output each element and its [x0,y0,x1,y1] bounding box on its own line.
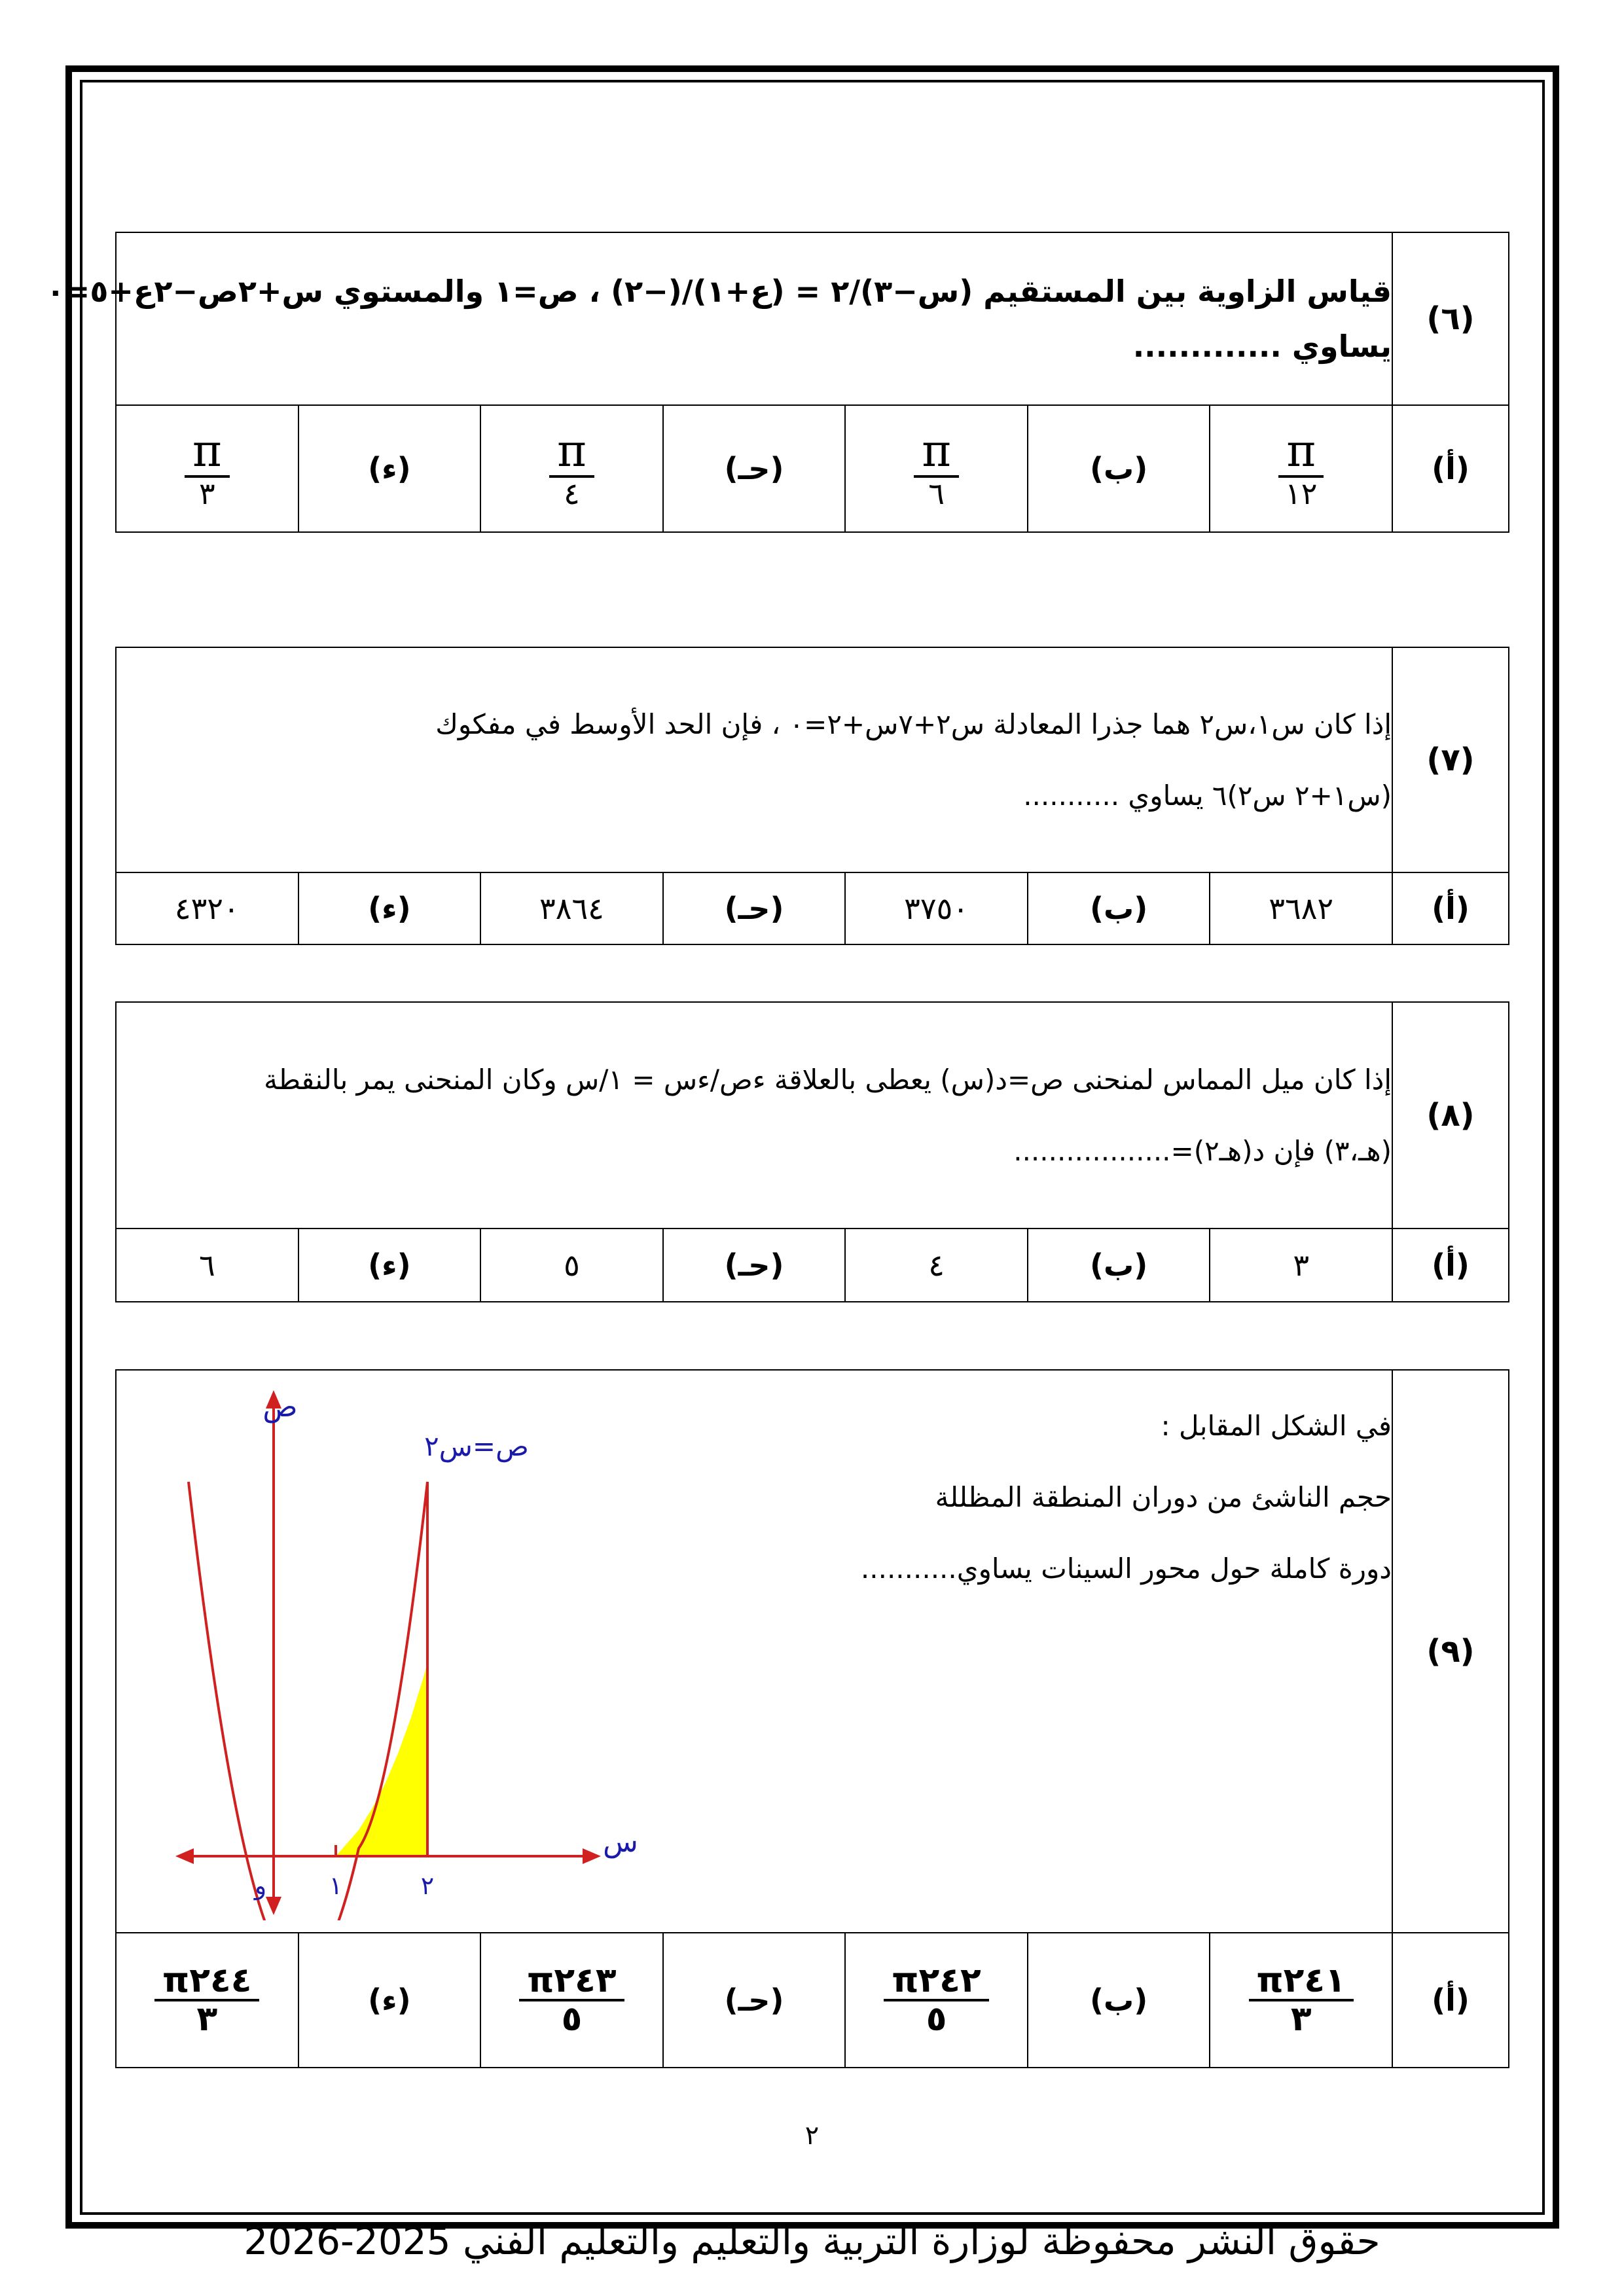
question-8 [115,1001,1509,1302]
option-a-value[interactable]: $\frac{\pi ٢٤١}{٣}$ [1210,1933,1392,2068]
option-a-label[interactable]: (أ) [1392,1229,1509,1302]
question-stem [116,1002,1392,1229]
option-b-value[interactable]: $\frac{\pi ٢٤٢}{٥}$ [845,1933,1028,2068]
question-stem [46,232,1392,405]
option-b-label[interactable]: (ب) [1028,405,1210,532]
question-number: (٨) [1392,1002,1509,1229]
x-axis-arrow-left [175,1848,194,1864]
option-b-label[interactable]: (ب) [1028,872,1210,944]
option-c-label[interactable]: (حـ) [663,1933,846,2068]
option-c-value[interactable]: $\frac{\pi ٢٤٣}{٥}$ [480,1933,663,2068]
page-number: ٢ [804,2121,820,2151]
question-line-2: حجم الناشئ من دوران المنطقة المظللة [935,1481,1392,1513]
question-number: (٧) [1392,647,1509,872]
question-line-3: دورة كاملة حول محور السينات يساوي........... [860,1552,1392,1585]
option-d-value[interactable]: $\frac{\pi}{٣}$ [116,405,298,532]
question-7 [115,647,1509,945]
y-axis-arrow-down [266,1897,281,1915]
question-number: (٩) [1392,1370,1509,1933]
option-c-label[interactable]: (حـ) [663,1229,846,1302]
option-d-label[interactable]: (ء) [298,405,481,532]
parabola-graph [175,1384,673,1920]
option-d-label[interactable]: (ء) [298,1933,481,2068]
option-b-value[interactable]: ٣٧٥٠ [845,872,1028,944]
question-stem [116,1370,1392,1933]
question-line-1: إذا كان س١،س٢ هما جذرا المعادلة س٢+٧س+٢=٠ ، فإن الحد الأوسط في مفكوك [435,708,1392,740]
option-d-label[interactable]: (ء) [298,872,481,944]
question-number: (٦) [1392,232,1509,405]
question-line-1: إذا كان ميل المماس لمنحنى ص=د(س) يعطى بالعلاقة ءص/ءس = ١/س وكان المنحنى يمر بالنقطة [264,1064,1392,1096]
question-line-1: في الشكل المقابل : [1161,1410,1392,1442]
option-c-label[interactable]: (حـ) [663,872,846,944]
tick-label-1: ١ [329,1871,343,1900]
option-b-value[interactable]: ٤ [845,1229,1028,1302]
question-line-2: يساوي ............. [1132,329,1392,364]
question-line-2: (س١+٢ س٢)٦ يساوي ........... [1023,780,1392,812]
option-b-label[interactable]: (ب) [1028,1933,1210,2068]
curve-label: ص=س٢ [424,1430,529,1462]
option-c-value[interactable]: $\frac{\pi}{٤}$ [480,405,663,532]
shaded-region [336,1663,427,1856]
question-6 [46,232,1509,533]
option-d-value[interactable]: ٦ [116,1229,298,1302]
option-b-value[interactable]: $\frac{\pi}{٦}$ [845,405,1028,532]
option-a-label[interactable]: (أ) [1392,405,1509,532]
option-a-value[interactable]: ٣ [1210,1229,1392,1302]
option-c-value[interactable]: ٣٨٦٤ [480,872,663,944]
option-d-value[interactable]: $\frac{\pi ٢٤٤}{٣}$ [116,1933,298,2068]
copyright-footer: حقوق النشر محفوظة لوزارة التربية والتعليم والتعليم الفني 2025-2026 [244,2219,1380,2263]
option-d-value[interactable]: ٤٣٢٠ [116,872,298,944]
question-line-2: (هـ،٣) فإن د(هـ٢)=.................. [1013,1135,1392,1167]
option-a-label[interactable]: (أ) [1392,872,1509,944]
option-b-label[interactable]: (ب) [1028,1229,1210,1302]
option-c-value[interactable]: ٥ [480,1229,663,1302]
x-axis-label: س [603,1825,638,1859]
question-9 [115,1369,1509,2068]
question-line-1: قياس الزاوية بين المستقيم (س−٣)/٢ = (ع+١)/(−٢) ، ص=١ والمستوي س+٢ص−٢ع+٥=٠ [46,274,1392,309]
origin-label: و [254,1871,267,1900]
question-stem [116,647,1392,872]
option-a-label[interactable]: (أ) [1392,1933,1509,2068]
option-c-label[interactable]: (حـ) [663,405,846,532]
y-axis-label: ص [262,1390,298,1424]
x-axis-arrow-right [583,1848,601,1864]
tick-label-2: ٢ [420,1871,435,1900]
option-a-value[interactable]: ٣٦٨٢ [1210,872,1392,944]
option-d-label[interactable]: (ء) [298,1229,481,1302]
option-a-value[interactable]: $\frac{\pi}{١٢}$ [1210,405,1392,532]
